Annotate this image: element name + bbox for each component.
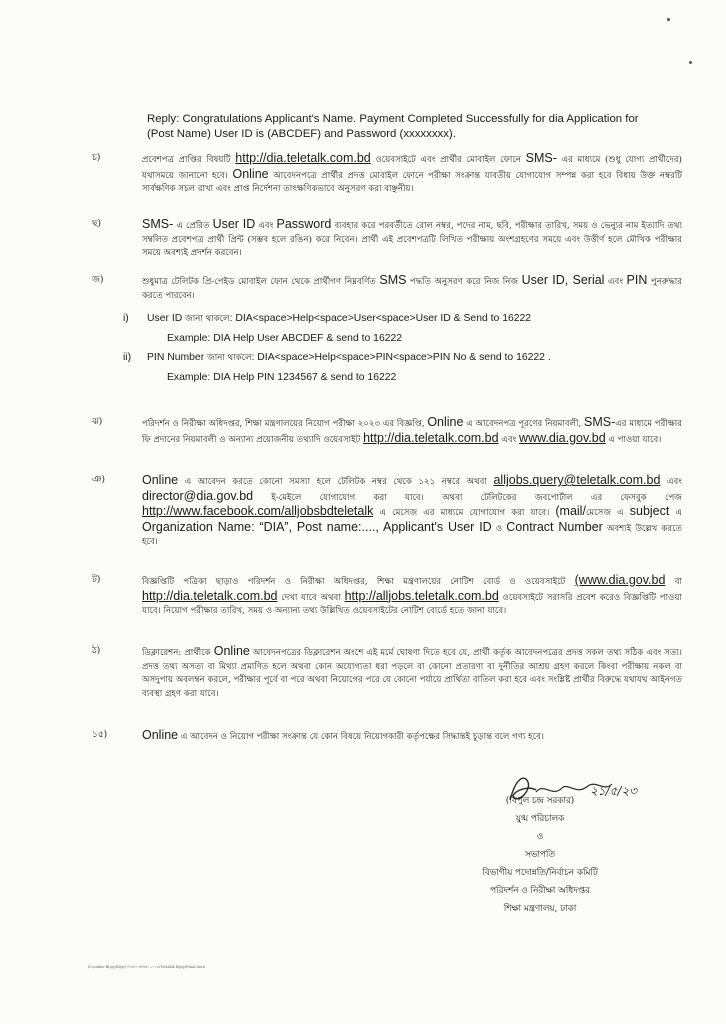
text: জানা থাকলে — [207, 353, 252, 363]
text: Organization Name: “DIA”, Post name:...., Applicant's User ID — [142, 519, 492, 534]
clause-ta — [92, 574, 682, 619]
text: ওয়েবসাইটে সরাসরি প্রবেশ করেও বিজ্ঞপ্তিটি পাওয়া যাবে। নিয়োগ পরীক্ষার তারিখ, সময় ও অন্যান্য তথ্য উল্লিখিত ওয়েবসাইটের নোটিশ বোর্ডে হতে জানা যাবে। — [142, 592, 682, 617]
link-facebook[interactable]: http://www.facebook.com/alljobsbdteletalk — [142, 504, 374, 519]
text: দেখা যাবে অথবা — [277, 592, 345, 603]
pin-term: PIN — [626, 273, 648, 287]
sms-format: : DIA<space>Help<space>PIN<space>PIN No & send to 16222 . — [251, 352, 551, 363]
online-term: Online — [142, 473, 179, 487]
text: মেসেজ এ — [585, 508, 630, 519]
link-dia-teletalk[interactable]: http://dia.teletalk.com.bd — [363, 430, 499, 445]
link-alljobs[interactable]: http://alljobs.teletalk.com.bd — [344, 588, 499, 603]
password-term: Password — [276, 217, 332, 231]
sub-number: ii) — [123, 352, 132, 363]
scan-speck — [689, 61, 692, 64]
clause-nya — [92, 474, 682, 550]
reply-text: Reply: Congratulations Applicant's Name. Payment Completed Successfully for dia Application for (Post Name) User ID is (ABCDEF) and Password (xxxxxxxx). — [147, 113, 639, 140]
link-dia-teletalk[interactable]: http://dia.teletalk.com.bd — [142, 588, 278, 603]
clause-marker: ট) — [92, 575, 101, 585]
text: অবশ্যই উল্লেখ করতে হবে। — [142, 523, 682, 548]
signer-title: যুগ্ম পরিচালক — [515, 814, 565, 824]
text: এ আবেদনপত্র পূরণের নিয়মাবলী, — [463, 419, 584, 429]
user-id-term: User ID — [212, 217, 256, 231]
email-director[interactable]: director@dia.gov.bd — [142, 488, 254, 503]
text: User ID — [147, 313, 186, 324]
sms-term: SMS- — [525, 151, 557, 165]
text: এ — [669, 508, 682, 519]
online-term: Online — [427, 415, 464, 429]
text: Contract Number — [506, 519, 603, 534]
text: পরিদর্শন ও নিরীক্ষা অধিদপ্তর, শিক্ষা মন্ত্রণালয়ের নিয়োগ পরীক্ষা ২০২৩ এর বিজ্ঞপ্তি, — [142, 419, 428, 429]
text: বিজ্ঞপ্তিটি পত্রিকা ছাড়াও পরিদর্শন ও নিরীক্ষা অধিদপ্তর, শিক্ষা মন্ত্রণালয়ের নোটিশ বোর্ড ও ওয়েবসাইটে — [142, 577, 575, 587]
email-alljobs[interactable]: alljobs.query@teletalk.com.bd — [493, 473, 661, 487]
clause-marker: ছ) — [92, 219, 101, 229]
recovery-pin — [123, 351, 663, 385]
online-term: Online — [142, 728, 179, 742]
sms-term: SMS — [379, 273, 407, 287]
sms-example: Example: DIA Help PIN 1234567 & send to 16222 — [167, 372, 397, 383]
text: এর মাধ্যমে পরীক্ষার ফি প্রদানের নিয়মাবলী ও অন্যান্য প্রয়োজনীয় তথ্যাদি ওয়েবসাইট — [142, 419, 682, 445]
sms-example: Example: DIA Help User ABCDEF & send to 16222 — [167, 333, 403, 344]
clause-marker: ১৫) — [92, 730, 108, 740]
signature-block — [450, 770, 630, 918]
text: এ পাওয়া যাবে। — [605, 434, 662, 445]
clause-jha — [92, 416, 682, 447]
signature-date: ২১/৫/২৩ — [590, 784, 638, 798]
link-dia-teletalk[interactable]: http://dia.teletalk.com.bd — [235, 151, 371, 165]
ministry-name: শিক্ষা মন্ত্রণালয়, ঢাকা — [503, 904, 577, 914]
clause-marker: ঠ) — [92, 646, 101, 656]
clause-tha — [92, 645, 682, 701]
online-term: Online — [232, 166, 269, 181]
text: বা — [665, 577, 682, 587]
sms-format: : DIA<space>Help<space>User<space>User ID & Send to 16222 — [229, 313, 532, 324]
clause-marker: ঝ) — [92, 417, 103, 427]
recovery-user-id — [123, 312, 663, 346]
clause-ja — [92, 274, 682, 303]
text: আবেদনপত্রের ডিক্লারেশন অংশে এই মর্মে ঘোষণা দিতে হবে যে, প্রার্থী কর্তৃক আবেদনপত্রের প্রদত্ত সকল তথ্য সঠিক এবং সত্য। প্রদত্ত তথ্য অসত্য বা মিথ্যা প্রমাণিত হলে অথবা কোন অযোগ্যতা ধরা পড়লে বা কোনো প্রতারণা বা দুর্নীতির আশ্রয় গ্রহণ করলে কিংবা পরীক্ষায় নকল বা অসদুপায় অবলম্বন করলে, পরীক্ষার পূর্বে বা পরে অথবা নিয়োগের পরে যে কোনো পর্যায়ে প্রার্থিতা বাতিল করা হবে এবং সংশ্লিষ্ট প্রার্থীর বিরুদ্ধে যথাযথ আইনগত ব্যবস্থা গ্রহণ করা যাবে। — [142, 648, 682, 699]
text: জানা থাকলে — [185, 314, 230, 324]
signer-name: (বিপুল চন্দ্র সরকার) — [505, 796, 575, 806]
text: ই-মেইলে যোগাযোগ করা যাবে। অথবা টেলিটকের জবপোর্টাল এর ফেসবুক পেজ — [253, 492, 682, 503]
text: প্রবেশপত্র প্রাপ্তির বিষয়টি — [142, 155, 236, 165]
user-id-serial-term: User ID, Serial — [521, 273, 605, 287]
text: শুধুমাত্র টেলিটক প্রি-পেইড মোবাইল ফোন থেকে প্রার্থীগণ নিম্নবর্ণিত — [142, 277, 380, 287]
text: এবং — [498, 434, 520, 445]
text: এবং — [604, 277, 627, 287]
text: এবং — [660, 477, 682, 487]
sms-term: SMS- — [142, 217, 174, 231]
sms-term: SMS- — [584, 415, 616, 429]
text: (mail/ — [555, 504, 586, 519]
clause-chha — [92, 218, 682, 261]
text: এ প্রেরিত — [173, 221, 213, 231]
text: ওয়েবসাইটে এবং প্রার্থীর মোবাইল ফোনে — [370, 155, 526, 165]
text: এ আবেদন করতে কোনো সমস্যা হলে টেলিটক নম্বর থেকে ১২১ নম্বরে অথবা — [178, 477, 494, 487]
text: subject — [629, 504, 670, 519]
text: এর মাধ্যমে (শুধু যোগ্য প্রার্থীদের) যথাসময়ে জানানো হবে। — [142, 155, 682, 181]
text: আবেদনপত্রে প্রার্থীর প্রদত্ত মোবাইল ফোনে পরীক্ষা সংক্রান্ত যাবতীয় যোগাযোগ সম্পন্ন করা হবে বিধায় উক্ত নম্বরটি সার্বক্ষণিক সচল রাখা এবং প্রাপ্ত নির্দেশনা তাৎক্ষণিকভাবে অনুসরণ করা বাঞ্ছনীয়। — [142, 170, 682, 195]
text: ও — [536, 832, 544, 842]
text: পুনরুদ্ধার করতে পারবেন। — [142, 277, 682, 301]
text: এ আবেদন ও নিয়োগ পরীক্ষা সংক্রান্ত যে কোন বিষয়ে নিয়োগকারী কর্তৃপক্ষের সিদ্ধান্তই চূড়ান্ত বলে গণ্য হবে। — [178, 732, 544, 742]
signer-role: সভাপতি — [524, 850, 555, 860]
committee-name: বিভাগীয় পদোন্নতি/নির্বাচন কমিটি — [482, 868, 598, 878]
clause-marker: জ) — [92, 275, 104, 285]
clause-cha — [92, 152, 682, 197]
text: পদ্ধতি অনুসরণ করে নিজ নিজ — [406, 277, 522, 287]
clause-marker: চ) — [92, 153, 101, 163]
clause-15 — [92, 729, 682, 745]
link-dia-gov[interactable]: (www.dia.gov.bd — [574, 573, 666, 587]
scan-speck — [667, 18, 670, 21]
text: PIN Number — [147, 352, 208, 363]
text: ও — [491, 523, 507, 534]
text: এবং — [255, 221, 277, 231]
office-name: পরিদর্শন ও নিরীক্ষা অধিদপ্তর — [490, 886, 590, 896]
clause-marker: ঞ) — [92, 475, 106, 485]
online-term: Online — [213, 644, 250, 658]
link-dia-gov[interactable]: www.dia.gov.bd — [519, 430, 606, 445]
file-path-footer: D:\online Bijoy\Bijoy\ নিয়োগ প্রক্রিয়া ২০২৩\Teletalk Bijoy\Final.docx — [88, 965, 206, 969]
text: ডিক্লারেশন: প্রার্থীকে — [142, 648, 214, 658]
text: ব্যবহার করে পরবর্তীতে রোল নম্বর, পদের নাম, ছবি, পরীক্ষার তারিখ, সময় ও ভেন্যুর নাম ইত্যাদি তথ্য সম্বলিত প্রবেশপত্র প্রার্থী প্রিন্ট (সম্ভব হলে রঙিন) করে নিবেন। প্রার্থী এই প্রবেশপত্রটি লিখিত পরীক্ষায় অংশগ্রহণের সময়ে এবং উত্তীর্ণ হলে মৌখিক পরীক্ষার সময়ে অবশ্যই প্রদর্শন করবেন। — [142, 221, 682, 259]
sub-number: i) — [123, 313, 129, 324]
text: এ মেসেজ এর মাধ্যমে যোগাযোগ করা যাবে। — [373, 508, 556, 519]
